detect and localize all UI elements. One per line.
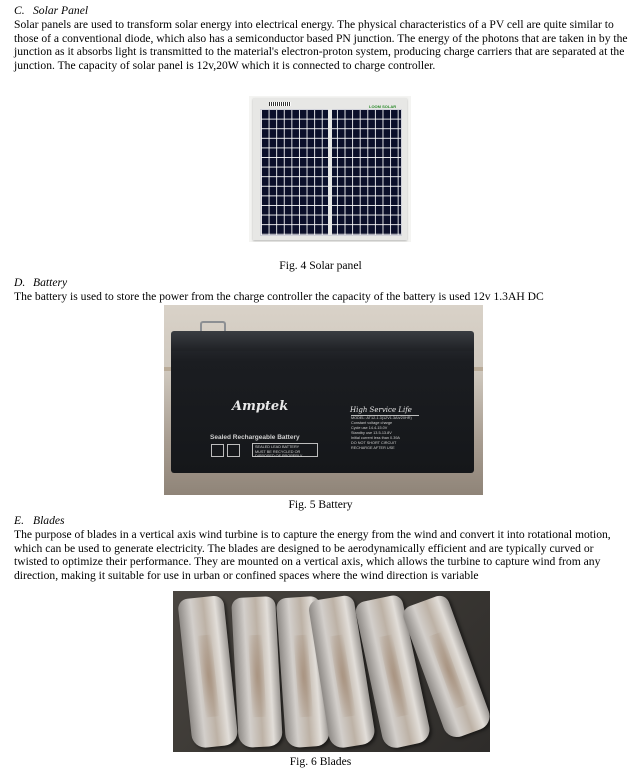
recycle-icon [211, 444, 224, 457]
spec-line: RECHARGE AFTER USE [351, 446, 395, 450]
paragraph-line: which can be used to generate electricity. The blades are designed to be aerodynamically efficient and are typically curved or [14, 541, 594, 555]
cell-grid-divider [328, 109, 332, 235]
section-letter: E. [14, 514, 24, 527]
solar-panel-frame [253, 98, 407, 240]
spec-line: Standby use 13.5-13.8V [351, 431, 392, 435]
blade [177, 595, 238, 749]
figure-caption-solar: Fig. 4 Solar panel [279, 259, 362, 272]
paragraph-line: twisted to optimize their performance. They are mounted on a vertical axis, which allows the turbine to capture wind from any [14, 555, 601, 569]
solar-panel-photo [249, 96, 411, 242]
blade [231, 596, 283, 748]
spec-line: MODEL: AT12-1.3(12V1.3Ah/20HR) [351, 416, 412, 420]
warning-line: MUST BE RECYCLED OR [255, 449, 301, 454]
figure-caption-battery: Fig. 5 Battery [288, 498, 353, 511]
section-title: Battery [33, 276, 68, 289]
section-heading-battery [14, 276, 67, 290]
warning-line: SEALED LEAD BATTERY [255, 445, 300, 449]
section-letter: D. [14, 276, 26, 289]
battery-warning-label [252, 443, 318, 457]
spec-line: Initial current less than 0.39A [351, 436, 400, 440]
paragraph-blades [14, 528, 632, 582]
spec-line: Constant voltage charge [351, 421, 393, 425]
panel-brand-label: LOOM SOLAR [369, 104, 397, 109]
section-title: Blades [33, 514, 65, 527]
battery-photo [164, 305, 483, 495]
paragraph-line: The purpose of blades in a vertical axis wind turbine is to capture the energy from the wind and convert it into rotational motion, [14, 528, 611, 541]
battery-subtitle: Sealed Rechargeable Battery [210, 434, 300, 441]
spec-line: Cycle use 14.4-15.0V [351, 426, 388, 430]
section-letter: C. [14, 4, 25, 17]
battery-lid [171, 331, 474, 351]
blades-photo [173, 591, 490, 752]
paragraph-line: Solar panels are used to transform solar energy into electrical energy. The physical characteristics of a PV cell are quite similar to [14, 18, 614, 31]
section-heading-blades [14, 514, 65, 528]
battery-spec-label [351, 415, 419, 460]
barcode-label [269, 102, 291, 106]
battery-tagline: High Service Life [350, 406, 412, 414]
section-title: Solar Panel [33, 4, 89, 17]
spec-line: DO NOT SHORT CIRCUIT [351, 441, 397, 445]
paragraph-line: those of a conventional diode, which also has a semiconductor based PN junction. The energy of the photons that are taken in by the [14, 31, 628, 45]
warning-line: DISPOSED OF PROPERLY [255, 454, 303, 458]
paragraph-line: direction, making it suitable for use in urban or confined spaces where the wind direction is variable [14, 568, 479, 582]
bin-icon [227, 444, 240, 457]
battery-brand-logo: Amptek [232, 399, 289, 414]
paragraph-battery: The battery is used to store the power from the charge controller the capacity of the battery is used 12v 1.3AH DC [14, 290, 544, 303]
section-heading-solar-panel [14, 4, 88, 18]
paragraph-line: junction as it absorbs light is transmitted to the material's electron-proton system, producing charge carriers that are separated at the [14, 45, 625, 59]
figure-caption-blades: Fig. 6 Blades [289, 755, 352, 768]
paragraph-solar-panel [14, 18, 632, 72]
paragraph-line: junction. The capacity of solar panel is 12v,20W which it is connected to charge controller. [14, 58, 436, 72]
